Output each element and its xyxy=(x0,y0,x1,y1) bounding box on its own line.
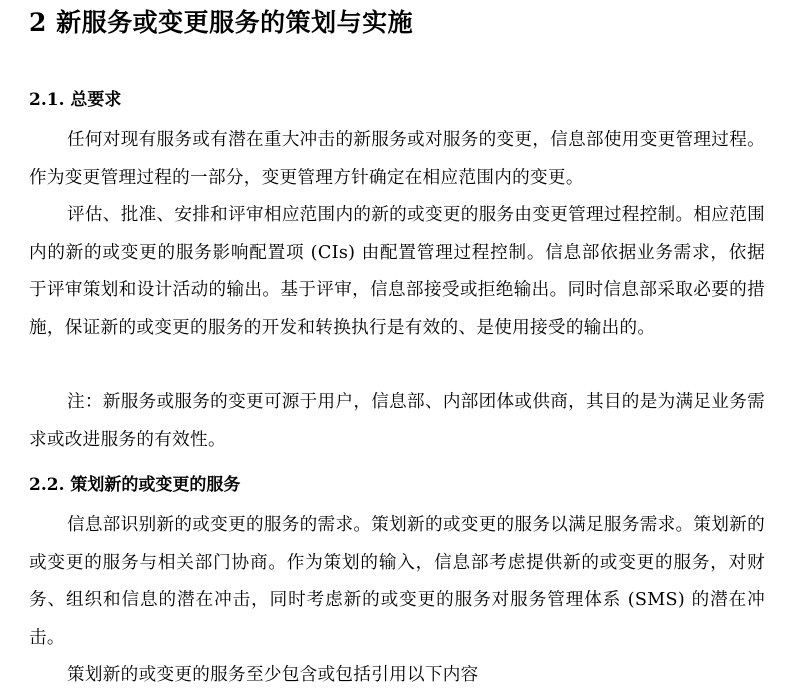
section-heading-planning: 2.2. 策划新的或变更的服务 xyxy=(29,475,241,495)
chapter-heading: 2 新服务或变更服务的策划与实施 xyxy=(29,8,414,37)
paragraph: 策划新的或变更的服务至少包含或包括引用以下内容 xyxy=(67,665,479,685)
paragraph: 信息部识别新的或变更的服务的需求。策划新的或变更的服务以满足服务需求。策划新的或变更的服务与相关部门协商。作为策划的输入，信息部考虑提供新的或变更的服务，对财务、组织和信息的潜在冲击，同时考虑新的或变更的服务对服务管理体系 (SMS) 的潜在冲击。 xyxy=(29,515,765,648)
paragraph: 任何对现有服务或有潜在重大冲击的新服务或对服务的变更，信息部使用变更管理过程。作为变更管理过程的一部分，变更管理方针确定在相应范围内的变更。 xyxy=(29,130,765,188)
section-heading-general-requirements: 2.1. 总要求 xyxy=(29,90,122,110)
note-paragraph: 注：新服务或服务的变更可源于用户，信息部、内部团体或供商，其目的是为满足业务需求或改进服务的有效性。 xyxy=(29,392,765,450)
paragraph: 评估、批准、安排和评审相应范围内的新的或变更的服务由变更管理过程控制。相应范围内的新的或变更的服务影响配置项 (CIs) 由配置管理过程控制。信息部依据业务需求，依据于评审策划和设计活动的输出。基于评审，信息部接受或拒绝输出。同时信息部采取必要的措施，保证新的或变更的服务的开发和转换执行是有效的、是使用接受的输出的。 xyxy=(29,205,765,338)
